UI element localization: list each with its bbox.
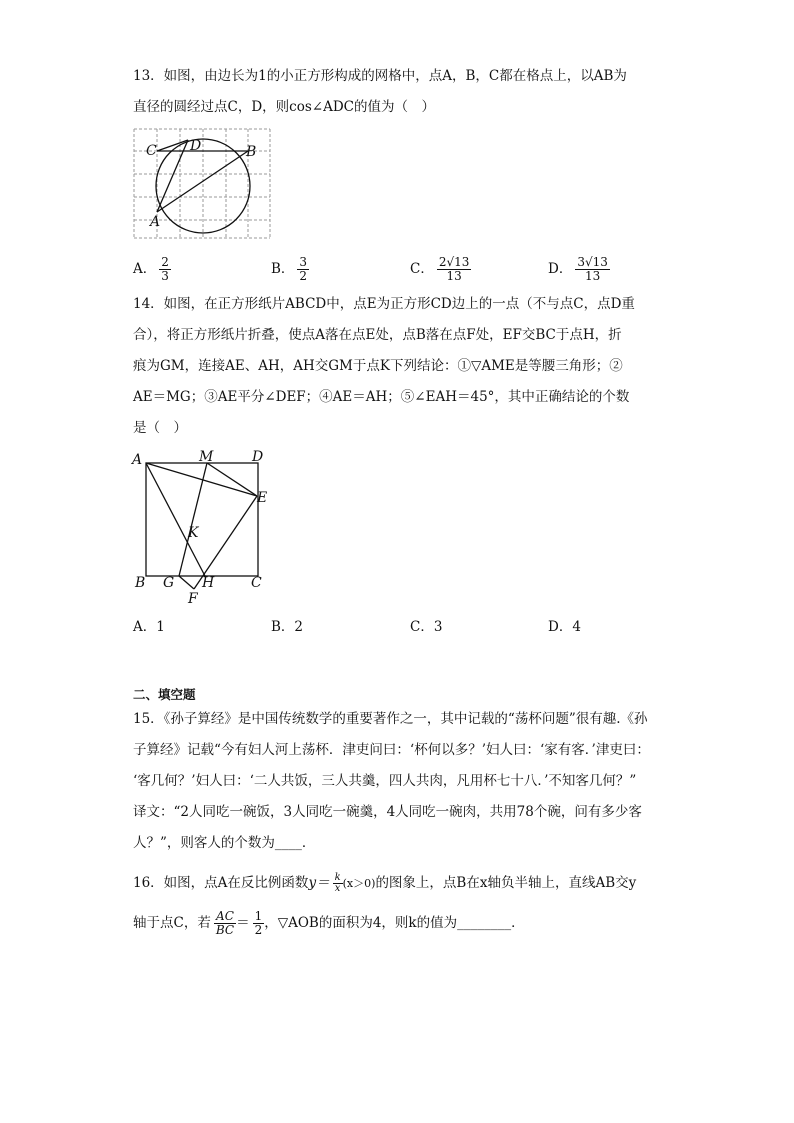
- q13-option-c: C． $\frac{2√13}{13}$: [410, 255, 470, 283]
- q14-label-h: H: [202, 575, 215, 591]
- q13-option-a: A． $\frac{2}{3}$: [133, 255, 169, 283]
- q14-option-a: A．1: [133, 619, 165, 635]
- q13-option-a-fraction: $\frac{2}{3}$: [161, 255, 169, 283]
- q13-option-b-fraction: $\frac{3}{2}$: [299, 255, 308, 283]
- q14-line-2: 合），将正方形纸片折叠，使点A落在点E处，点B落在点F处，EF交BC于点H，折: [133, 327, 622, 343]
- q16-line-2: 轴于点C，若 $\frac{AC}{BC}$ ＝ $\frac{1}{2}$ ，▽AOB的面积为4，则k的值为________．: [133, 909, 525, 937]
- q15-line-4: 译文：“2人同吃一碗饭，3人同吃一碗羹，4人同吃一碗肉，共用78个碗，问有多少客: [133, 804, 642, 820]
- q13-figure: [130, 126, 276, 242]
- q13-line-2: 直径的圆经过点C，D，则cos∠ADC的值为（ ）: [133, 99, 435, 115]
- q13-label-c: C: [146, 143, 157, 159]
- q13-option-d: D． $\frac{3√13}{13}$: [548, 255, 608, 283]
- q13-line-1: 13．如图，由边长为1的小正方形构成的网格中，点A，B，C都在格点上，以AB为: [133, 68, 627, 84]
- q14-segment-ah: [146, 463, 205, 576]
- q14-segment-ae: [146, 463, 257, 496]
- section-title-fill-in: 二、填空题: [133, 687, 196, 702]
- q15-line-5: 人？”，则客人的个数为____．: [133, 835, 316, 851]
- q14-label-f: F: [188, 591, 198, 606]
- q13-label-b: B: [246, 144, 257, 160]
- q14-segment-gf: [179, 576, 194, 589]
- q14-option-b: B．2: [271, 619, 304, 635]
- q14-label-c: C: [251, 575, 262, 591]
- q14-segment-me: [207, 463, 257, 496]
- q16-line-1: 16．如图，点A在反比例函数y＝ $\frac{k}{x}$ (x＞0)的图象上，点B在x轴负半轴上，直线AB交y: [133, 872, 637, 894]
- q16-function-fraction: $\frac{k}{x}$: [334, 872, 341, 894]
- q14-line-4: AE＝MG；③AE平分∠DEF；④AE＝AH；⑤∠EAH＝45°，其中正确结论的个数: [133, 389, 630, 405]
- q14-option-c: C．3: [410, 619, 443, 635]
- q14-line-3: 痕为GM，连接AE、AH，AH交GM于点K下列结论：①▽AME是等腰三角形；②: [133, 358, 623, 374]
- q13-option-b: B． $\frac{3}{2}$: [271, 255, 308, 283]
- q13-label-a: A: [150, 214, 161, 230]
- q14-label-k: K: [188, 525, 199, 541]
- q14-label-g: G: [163, 575, 175, 591]
- q14-line-1: 14．如图，在正方形纸片ABCD中，点E为正方形CD边上的一点（不与点C，点D重: [133, 296, 635, 312]
- q14-option-d: D．4: [548, 619, 581, 635]
- q14-label-m: M: [199, 449, 214, 465]
- q13-option-d-fraction: $\frac{3√13}{13}$: [577, 255, 608, 283]
- q14-label-d: D: [252, 449, 264, 465]
- q16-ratio-fraction: $\frac{AC}{BC}$: [215, 909, 235, 937]
- q15-line-2: 子算经》记载“今有妇人河上荡杯．津吏问曰：‘杯何以多？’妇人曰：‘家有客．’津吏曰：: [133, 742, 650, 758]
- q13-option-c-fraction: $\frac{2√13}{13}$: [438, 255, 470, 283]
- q15-line-1: 15．《孙子算经》是中国传统数学的重要著作之一，其中记载的“荡杯问题”很有趣.《孙: [133, 711, 648, 727]
- q14-label-a: A: [132, 452, 143, 468]
- q13-label-d: D: [190, 138, 202, 154]
- q15-line-3: ‘客几何？’妇人曰：‘二人共饭，三人共羹，四人共肉，凡用杯七十八．’不知客几何？”: [133, 773, 637, 789]
- q14-figure: [130, 446, 280, 606]
- q14-segment-mg: [179, 463, 207, 576]
- q14-label-b: B: [135, 575, 146, 591]
- q16-half-fraction: $\frac{1}{2}$: [254, 909, 263, 937]
- q14-label-e: E: [257, 490, 268, 506]
- q14-line-5: 是（ ）: [133, 420, 187, 436]
